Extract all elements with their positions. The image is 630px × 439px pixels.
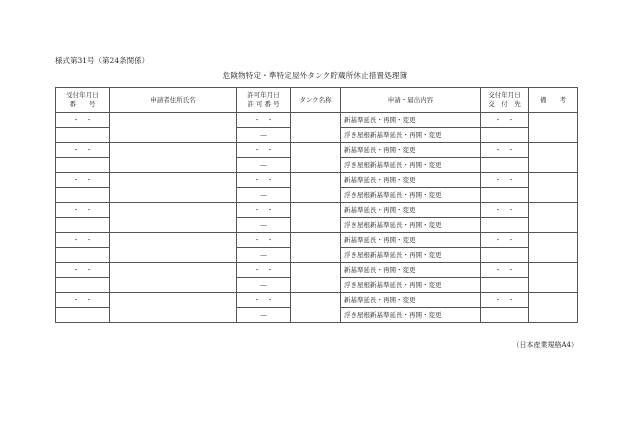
table-row bbox=[56, 293, 578, 308]
delivery-to-cell[interactable] bbox=[481, 218, 529, 233]
header-row bbox=[56, 88, 578, 113]
content-line1-cell: 新基準延長・再開・変更 bbox=[341, 113, 481, 128]
applicant-cell[interactable] bbox=[110, 293, 237, 323]
delivery-to-cell[interactable] bbox=[481, 158, 529, 173]
header-permit: 許可年月日 許 可 番 号 bbox=[237, 88, 291, 113]
register-rows bbox=[56, 113, 578, 323]
header-receipt-date: 受付年月日 番 号 bbox=[56, 88, 110, 113]
table-row bbox=[56, 203, 578, 218]
register-table bbox=[55, 87, 578, 323]
receipt-date-cell[interactable]: ・ ・ bbox=[56, 203, 110, 218]
receipt-number-cell[interactable] bbox=[56, 128, 110, 143]
receipt-number-cell[interactable] bbox=[56, 158, 110, 173]
delivery-date-cell[interactable]: ・ ・ bbox=[481, 173, 529, 188]
permit-date-cell[interactable]: ・ ・ bbox=[237, 143, 291, 158]
remarks-cell[interactable] bbox=[529, 233, 578, 263]
receipt-date-cell[interactable]: ・ ・ bbox=[56, 233, 110, 248]
content-line2-cell: 浮き屋根新基準延長・再開・変更 bbox=[341, 128, 481, 143]
content-line2-cell: 浮き屋根新基準延長・再開・変更 bbox=[341, 278, 481, 293]
remarks-cell[interactable] bbox=[529, 203, 578, 233]
receipt-number-cell[interactable] bbox=[56, 308, 110, 323]
table-row bbox=[56, 233, 578, 248]
table-row bbox=[56, 173, 578, 188]
content-line1-cell: 新基準延長・再開・変更 bbox=[341, 143, 481, 158]
content-line1-cell: 新基準延長・再開・変更 bbox=[341, 233, 481, 248]
permit-date-cell[interactable]: ・ ・ bbox=[237, 113, 291, 128]
permit-number-cell[interactable]: ― bbox=[237, 128, 291, 143]
permit-date-cell[interactable]: ・ ・ bbox=[237, 293, 291, 308]
tank-name-cell[interactable] bbox=[291, 143, 341, 173]
receipt-date-cell[interactable]: ・ ・ bbox=[56, 113, 110, 128]
delivery-date-cell[interactable]: ・ ・ bbox=[481, 113, 529, 128]
table-row bbox=[56, 113, 578, 128]
paper-size-note: （日本産業規格A4） bbox=[512, 341, 578, 349]
remarks-cell[interactable] bbox=[529, 293, 578, 323]
permit-number-cell[interactable]: ― bbox=[237, 248, 291, 263]
receipt-date-cell[interactable]: ・ ・ bbox=[56, 173, 110, 188]
remarks-cell[interactable] bbox=[529, 113, 578, 143]
delivery-to-cell[interactable] bbox=[481, 308, 529, 323]
content-line1-cell: 新基準延長・再開・変更 bbox=[341, 173, 481, 188]
header-remarks: 備 考 bbox=[529, 88, 578, 113]
permit-date-cell[interactable]: ・ ・ bbox=[237, 203, 291, 218]
header-application-content: 申請・届出内容 bbox=[341, 88, 481, 113]
applicant-cell[interactable] bbox=[110, 203, 237, 233]
applicant-cell[interactable] bbox=[110, 263, 237, 293]
delivery-date-cell[interactable]: ・ ・ bbox=[481, 203, 529, 218]
receipt-date-cell[interactable]: ・ ・ bbox=[56, 263, 110, 278]
tank-name-cell[interactable] bbox=[291, 293, 341, 323]
table-row bbox=[56, 263, 578, 278]
content-line2-cell: 浮き屋根新基準延長・再開・変更 bbox=[341, 158, 481, 173]
delivery-to-cell[interactable] bbox=[481, 248, 529, 263]
permit-date-cell[interactable]: ・ ・ bbox=[237, 173, 291, 188]
permit-number-cell[interactable]: ― bbox=[237, 188, 291, 203]
applicant-cell[interactable] bbox=[110, 113, 237, 143]
applicant-cell[interactable] bbox=[110, 173, 237, 203]
tank-name-cell[interactable] bbox=[291, 263, 341, 293]
permit-number-cell[interactable]: ― bbox=[237, 158, 291, 173]
receipt-number-cell[interactable] bbox=[56, 188, 110, 203]
remarks-cell[interactable] bbox=[529, 173, 578, 203]
applicant-cell[interactable] bbox=[110, 233, 237, 263]
receipt-number-cell[interactable] bbox=[56, 248, 110, 263]
permit-date-cell[interactable]: ・ ・ bbox=[237, 263, 291, 278]
delivery-to-cell[interactable] bbox=[481, 128, 529, 143]
content-line2-cell: 浮き屋根新基準延長・再開・変更 bbox=[341, 188, 481, 203]
tank-name-cell[interactable] bbox=[291, 113, 341, 143]
permit-number-cell[interactable]: ― bbox=[237, 278, 291, 293]
delivery-to-cell[interactable] bbox=[481, 188, 529, 203]
delivery-date-cell[interactable]: ・ ・ bbox=[481, 263, 529, 278]
delivery-date-cell[interactable]: ・ ・ bbox=[481, 293, 529, 308]
applicant-cell[interactable] bbox=[110, 143, 237, 173]
remarks-cell[interactable] bbox=[529, 143, 578, 173]
permit-number-cell[interactable]: ― bbox=[237, 308, 291, 323]
register-title: 危険物特定・準特定屋外タンク貯蔵所休止措置処理簿 bbox=[222, 71, 408, 80]
tank-name-cell[interactable] bbox=[291, 233, 341, 263]
remarks-cell[interactable] bbox=[529, 263, 578, 293]
form-number: 様式第31号（第24条関係） bbox=[55, 56, 150, 65]
header-delivery: 交付年月日 交 付 先 bbox=[481, 88, 529, 113]
content-line1-cell: 新基準延長・再開・変更 bbox=[341, 263, 481, 278]
delivery-date-cell[interactable]: ・ ・ bbox=[481, 233, 529, 248]
content-line2-cell: 浮き屋根新基準延長・再開・変更 bbox=[341, 308, 481, 323]
receipt-number-cell[interactable] bbox=[56, 278, 110, 293]
content-line1-cell: 新基準延長・再開・変更 bbox=[341, 293, 481, 308]
receipt-date-cell[interactable]: ・ ・ bbox=[56, 143, 110, 158]
permit-date-cell[interactable]: ・ ・ bbox=[237, 233, 291, 248]
table-row bbox=[56, 143, 578, 158]
tank-name-cell[interactable] bbox=[291, 173, 341, 203]
content-line1-cell: 新基準延長・再開・変更 bbox=[341, 203, 481, 218]
receipt-date-cell[interactable]: ・ ・ bbox=[56, 293, 110, 308]
header-tank-name: タンク名称 bbox=[291, 88, 341, 113]
receipt-number-cell[interactable] bbox=[56, 218, 110, 233]
content-line2-cell: 浮き屋根新基準延長・再開・変更 bbox=[341, 248, 481, 263]
header-applicant: 申請者住所氏名 bbox=[110, 88, 237, 113]
tank-name-cell[interactable] bbox=[291, 203, 341, 233]
delivery-to-cell[interactable] bbox=[481, 278, 529, 293]
content-line2-cell: 浮き屋根新基準延長・再開・変更 bbox=[341, 218, 481, 233]
permit-number-cell[interactable]: ― bbox=[237, 218, 291, 233]
delivery-date-cell[interactable]: ・ ・ bbox=[481, 143, 529, 158]
